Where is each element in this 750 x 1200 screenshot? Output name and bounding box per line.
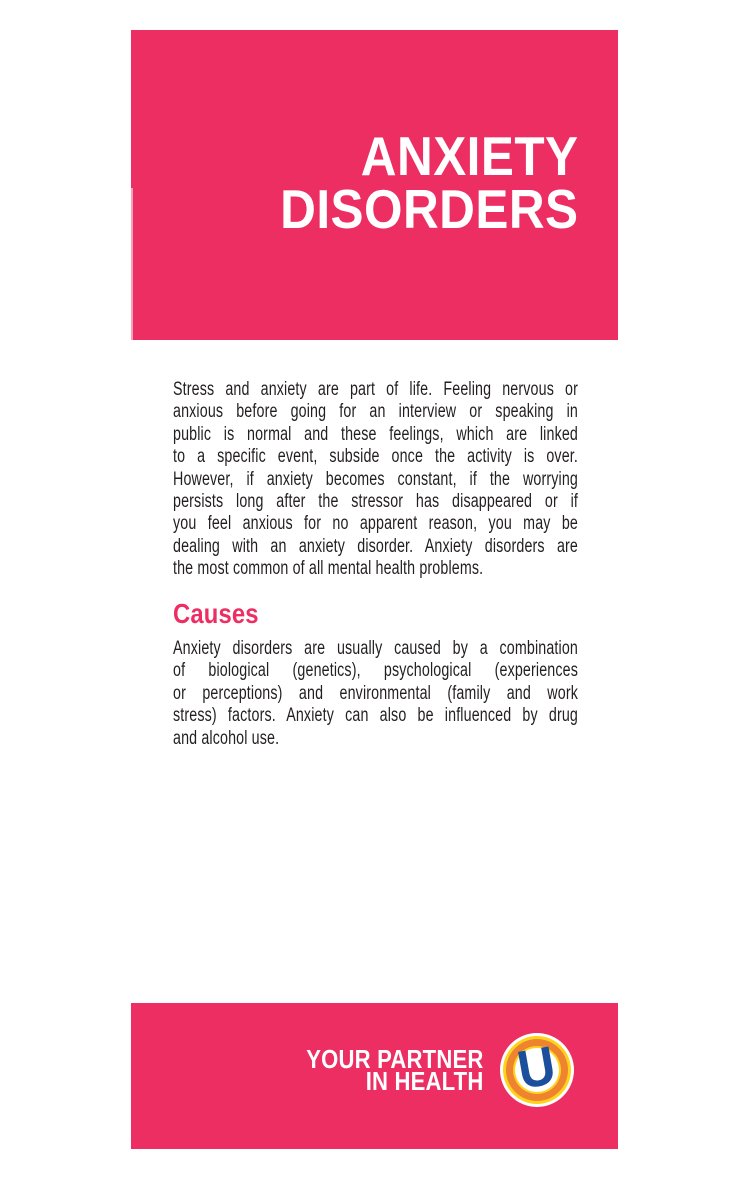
body-line: of biological (genetics), psychological (experiences (173, 660, 578, 682)
body-line: anxious before going for an interview or speaking in (173, 401, 578, 423)
header-banner (131, 30, 618, 340)
causes-section (173, 600, 583, 628)
body-line: Anxiety disorders are usually caused by a combination (173, 638, 578, 659)
body-line: to a specific event, subside once the activity is over. (173, 446, 578, 468)
footer-tagline-line2: IN HEALTH (365, 1066, 483, 1096)
footer-content (275, 1033, 574, 1107)
body-line: Stress and anxiety are part of life. Feeling nervous or (173, 379, 578, 400)
body-line: and alcohol use. (173, 727, 280, 749)
body-line: you feel anxious for no apparent reason, you may be (173, 513, 578, 535)
body-line: dealing with an anxiety disorder. Anxiety disorders are (173, 535, 578, 557)
causes-heading: Causes (173, 598, 259, 629)
footer-tagline (305, 1044, 483, 1096)
body-line: However, if anxiety becomes constant, if the worrying (173, 468, 578, 490)
brand-logo-icon (500, 1033, 574, 1107)
footer-banner (131, 1003, 618, 1149)
brand-logo-letter: U (513, 1035, 561, 1101)
fold-mark (131, 188, 133, 340)
body-line: persists long after the stressor has disappeared or if (173, 491, 578, 513)
body-line: the most common of all mental health problems. (173, 558, 484, 580)
page-title-line2: DISORDERS (279, 178, 578, 240)
causes-paragraph (173, 638, 583, 750)
page-title-line1: ANXIETY (360, 125, 578, 187)
body-line: stress) factors. Anxiety can also be influenced by drug (173, 705, 578, 727)
intro-paragraph (173, 379, 583, 581)
footer-tagline-line1: YOUR PARTNER (305, 1044, 483, 1074)
page-title (279, 125, 578, 240)
body-line: public is normal and these feelings, which are linked (173, 423, 578, 445)
body-line: or perceptions) and environmental (family and work (173, 682, 578, 704)
